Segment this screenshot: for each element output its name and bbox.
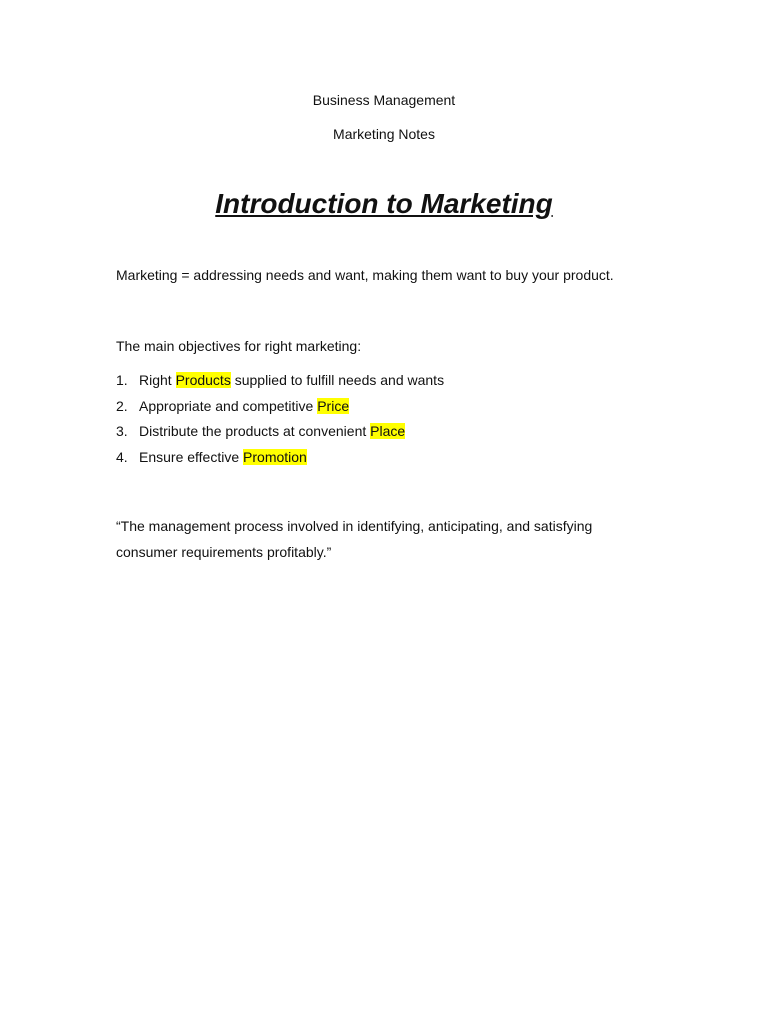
list-item-text-before: Right	[139, 372, 176, 388]
organization-heading: Business Management	[312, 92, 456, 108]
highlighted-term: Products	[175, 372, 231, 388]
list-item-text	[139, 394, 349, 420]
objectives-intro: The main objectives for right marketing:	[116, 338, 362, 354]
list-number: 3.	[116, 423, 128, 439]
list-item-text	[139, 445, 307, 471]
list-item	[116, 445, 656, 471]
highlighted-term: Price	[317, 397, 350, 414]
list-item-text	[139, 368, 444, 394]
list-item	[116, 368, 656, 394]
list-item	[116, 394, 656, 420]
highlighted-term: Promotion	[243, 448, 307, 465]
list-number: 2.	[116, 397, 128, 414]
list-number: 4.	[116, 448, 128, 465]
list-item-text-before: Appropriate and competitive	[139, 397, 318, 414]
highlighted-term: Place	[370, 423, 406, 439]
objectives-list	[116, 368, 656, 470]
marketing-definition: Marketing = addressing needs and want, making them want to buy your product.	[116, 267, 614, 283]
list-item-text-after: supplied to fulfill needs and wants	[230, 372, 445, 388]
marketing-quote: “The management process involved in identifying, anticipating, and satisfying consumer requirements profitably.”	[116, 518, 593, 560]
document-title: Introduction to Marketing	[215, 188, 553, 219]
list-item-text	[139, 419, 405, 445]
list-item-text-before: Ensure effective	[139, 448, 244, 465]
list-number: 1.	[116, 372, 128, 388]
list-item-text-before: Distribute the products at convenient	[139, 423, 371, 439]
list-item	[116, 419, 656, 445]
subtitle-heading: Marketing Notes	[333, 126, 435, 142]
